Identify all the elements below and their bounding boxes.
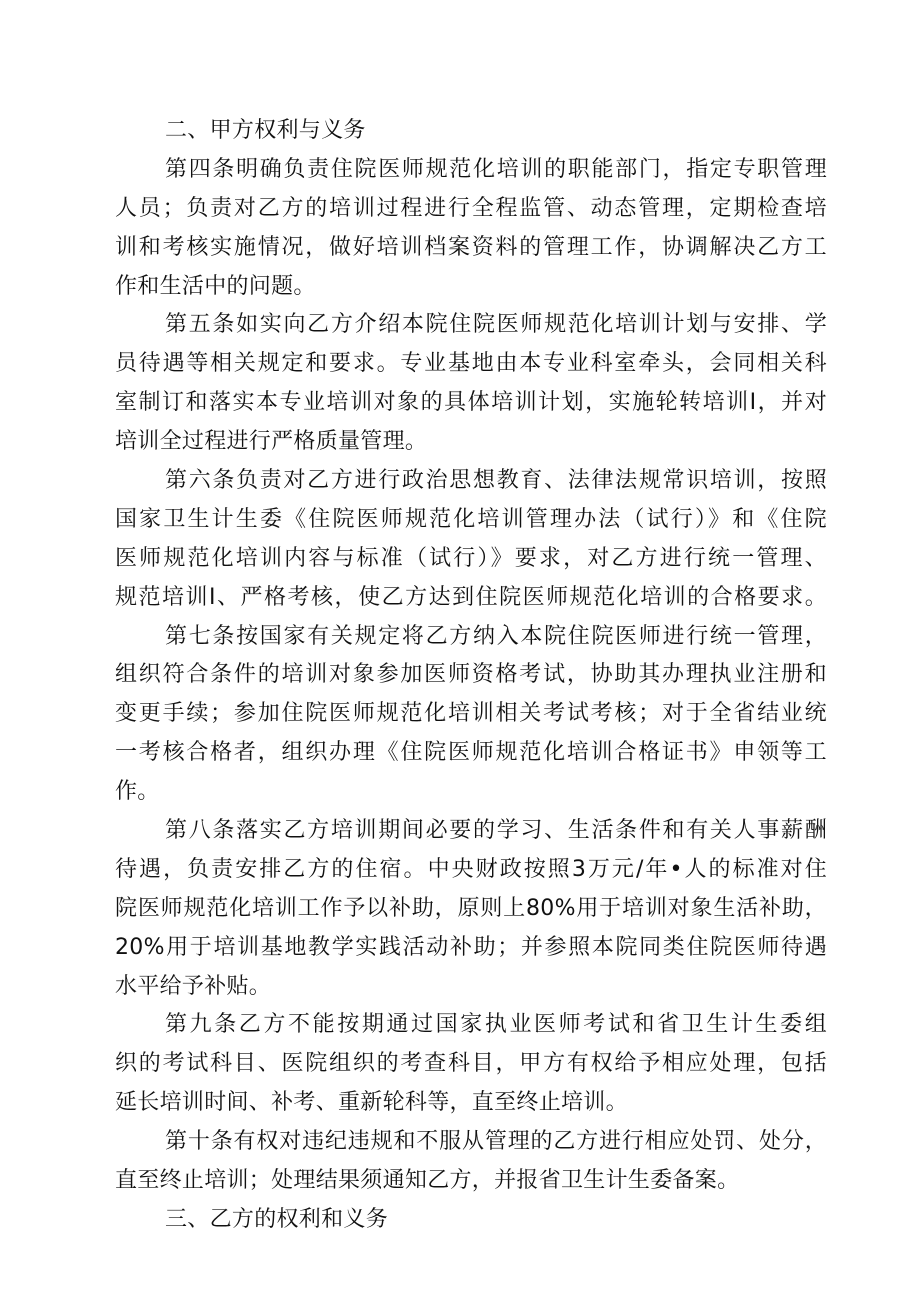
article-7-line: 变更手续；参加住院医师规范化培训相关考试考核；对于全省结业统 (115, 701, 827, 727)
article-10-line: 第十条有权对违纪违规和不服从管理的乙方进行相应处罚、处分， (165, 1129, 827, 1155)
article-9-line: 织的考试科目、医院组织的考查科目，甲方有权给予相应处理，包括 (115, 1051, 827, 1077)
article-4-line: 作和生活中的问题。 (115, 273, 316, 299)
article-5-line: 员待遇等相关规定和要求。专业基地由本专业科室牵头，会同相关科 (115, 351, 827, 377)
article-9-line: 延长培训时间、补考、重新轮科等，直至终止培训。 (115, 1090, 628, 1116)
article-7-line: 组织符合条件的培训对象参加医师资格考试，协助其办理执业注册和 (115, 662, 827, 688)
article-6 (115, 462, 827, 618)
article-5-line: 室制订和落实本专业培训对象的具体培训计划，实施轮转培训I，并对 (115, 390, 827, 416)
article-8-line: 第八条落实乙方培训期间必要的学习、生活条件和有关人事薪酬 (165, 818, 827, 844)
article-6-line: 第六条负责对乙方进行政治思想教育、法律法规常识培训，按照 (165, 468, 827, 494)
article-7 (115, 618, 827, 812)
article-8-line: 院医师规范化培训工作予以补助，原则上80%用于培训对象生活补助， (115, 895, 827, 921)
article-7-line: 第七条按国家有关规定将乙方纳入本院住院医师进行统一管理， (165, 623, 827, 649)
article-5-line: 培训全过程进行严格质量管理。 (115, 429, 428, 455)
article-6-line: 国家卫生计生委《住院医师规范化培训管理办法（试行）》和《住院 (115, 506, 827, 532)
article-4 (115, 151, 827, 307)
article-6-line: 规范培训I、严格考核，使乙方达到住院医师规范化培训的合格要求。 (115, 584, 827, 610)
article-7-line: 作。 (115, 779, 160, 805)
article-10 (115, 1123, 827, 1201)
document-body (115, 112, 827, 1240)
section-heading-3: 三、乙方的权利和义务 (165, 1206, 389, 1232)
article-9-line: 第九条乙方不能按期通过国家执业医师考试和省卫生计生委组 (165, 1012, 827, 1038)
article-7-line: 一考核合格者，组织办理《住院医师规范化培训合格证书》申领等工 (115, 740, 827, 766)
article-10-line: 直至终止培训；处理结果须通知乙方，并报省卫生计生委备案。 (115, 1168, 740, 1194)
article-8-line: 20%用于培训基地教学实践活动补助；并参照本院同类住院医师待遇 (115, 934, 827, 960)
article-8 (115, 812, 827, 1006)
article-8-line: 待遇，负责安排乙方的住宿。中央财政按照3万元/年•人的标准对住 (115, 856, 827, 882)
article-4-line: 训和考核实施情况，做好培训档案资料的管理工作，协调解决乙方工 (115, 234, 827, 260)
article-6-line: 医师规范化培训内容与标准（试行）》要求，对乙方进行统一管理、 (115, 545, 827, 571)
article-5-line: 第五条如实向乙方介绍本院住院医师规范化培训计划与安排、学 (165, 312, 827, 338)
article-4-line: 人员；负责对乙方的培训过程进行全程监管、动态管理，定期检查培 (115, 195, 827, 221)
article-8-line: 水平给予补贴。 (115, 973, 272, 999)
article-5 (115, 306, 827, 462)
article-9 (115, 1006, 827, 1123)
section-heading-2: 二、甲方权利与义务 (165, 118, 366, 143)
article-4-line: 第四条明确负责住院医师规范化培训的职能部门，指定专职管理 (165, 156, 827, 182)
